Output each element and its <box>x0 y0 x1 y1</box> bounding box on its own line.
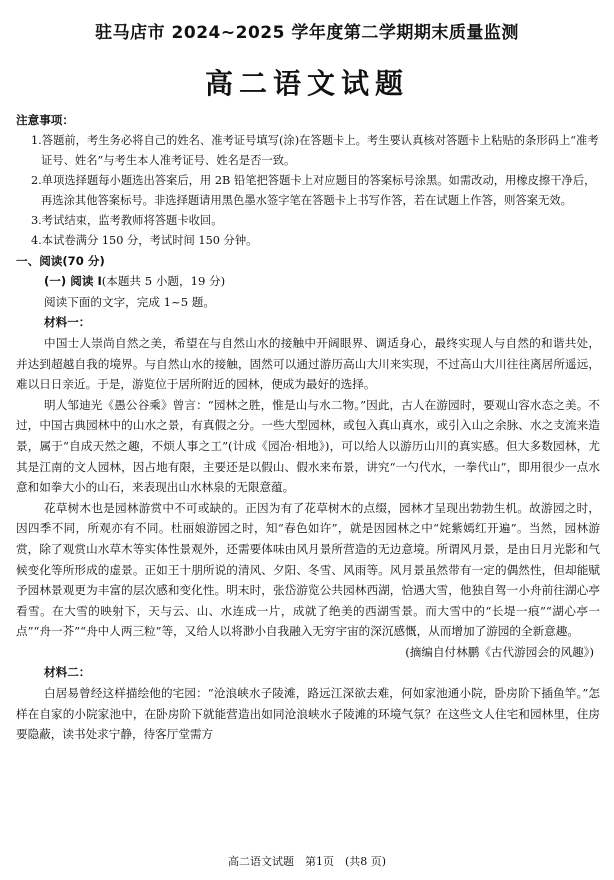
notice-item: 1.答题前，考生务必将自己的姓名、准考证号填写(涂)在答题卡上。考生要认真核对答题卡上粘贴的条形码上“准考证号、姓名”与考生本人准考证号、姓名是否一致。 <box>31 133 599 167</box>
material-one-label: 材料一： <box>44 315 91 330</box>
reading-instruction: 阅读下面的文字，完成 1~5 题。 <box>44 294 215 309</box>
page-body <box>16 110 600 745</box>
section-title: 一、阅读(70 分) <box>16 253 105 268</box>
notice-item: 2.单项选择题每小题选出答案后，用 2B 铅笔把答题卡上对应题目的答案标号涂黑。如需改动，用橡皮擦干净后，再选涂其他答案标号。非选择题请用黑色墨水签字笔在答题卡上书写作答，若在试题上作答，则答案无效。 <box>31 173 596 207</box>
subsection-title <box>16 271 600 292</box>
exam-title: 驻马店市 2024~2025 学年度第二学期期末质量监测 <box>95 23 519 43</box>
subject-title: 高二语文试题 <box>204 67 409 100</box>
material-one-paragraph: 明人邹迪光《愚公谷乘》曾言：“园林之胜，惟是山与水二物。”因此，古人在游园时，要观山容水态之美。不过，中国古典园林中的山水之景，有真假之分。一些大型园林，或包入真山真水，或引入山之余脉、水之支流来造景，属于“自成天然之趣，不烦人事之工”(计成《园冶·相地》)，可以给人以游历山川的真实感。但大多数园林，尤其是江南的文人园林，因占地有限，主要还是以假山、假水来布景，讲究“一勺代水，一拳代山”，即用很少一点水意和如拳大小的山石，来表现出山水林泉的无限意蕴。 <box>16 397 600 495</box>
subsection-info: (本题共 5 小题，19 分) <box>101 274 226 289</box>
notice-heading: 注意事项： <box>16 113 74 127</box>
material-one-paragraph: 花草树木也是园林游赏中不可或缺的。正因为有了花草树木的点缀，园林才呈现出勃勃生机。故游园之时，因四季不同，所观亦有不同。杜丽娘游园之时，知“春色如许”，就是因园林之中“姹紫嫣红开遍”。当然，园林游赏，除了观赏山水草木等实体性景观外，还需要体味由风月景所营造的无边意境。所谓风月景，是由日月光影和气候变化等所形成的虚景。正如王十朋所说的清风、夕阳、冬雪、风雨等。风月景虽然带有一定的偶然性，但却能赋予园林景观更为丰富的层次感和变化性。明末时，张岱游览公共园林西湖，恰遇大雪，他独自驾一小舟前往湖心亭看雪。在大雪的映射下，天与云、山、水连成一片，成就了绝美的西湖雪景。而大雪中的“长堤一痕”“湖心亭一点”“舟一芥”“舟中人两三粒”等，又给人以将渺小自我融入无穷宇宙的深沉感慨，从而增加了游园的全新意趣。 <box>16 500 600 639</box>
page-footer: 高二语文试题 第1页 (共8 页) <box>227 855 387 868</box>
subsection-label: (一) 阅读 Ⅰ <box>44 274 102 289</box>
notice-item: 4.本试卷满分 150 分，考试时间 150 分钟。 <box>31 233 258 247</box>
material-two-label: 材料二： <box>44 665 91 680</box>
material-one-source: (摘编自付林鹏《古代游园会的风趣》) <box>405 644 594 659</box>
notice-item: 3.考试结束，监考教师将答题卡收回。 <box>31 213 223 227</box>
material-two-paragraph: 白居易曾经这样描绘他的宅园：“沧浪峡水子陵滩，路远江深欲去难，何如家池通小院，卧房阶下插鱼竿。”怎样在自家的小院家池中，在卧房阶下就能营造出如同沧浪峡水子陵滩的环境气氛？在这些文人住宅和园林里，住房要隐蔽，读书处求宁静，待客厅堂需方 <box>16 686 600 742</box>
material-one-paragraph: 中国士人崇尚自然之美，希望在与自然山水的接触中开阔眼界、调适身心，最终实现人与自然的和谐共处，并达到超越自我的境界。与自然山水的接触，固然可以通过游历高山大川来实现，不过高山大川往往离居所遥远，难以日日亲近。于是，游览位于居所附近的园林，便成为最好的选择。 <box>16 335 600 392</box>
